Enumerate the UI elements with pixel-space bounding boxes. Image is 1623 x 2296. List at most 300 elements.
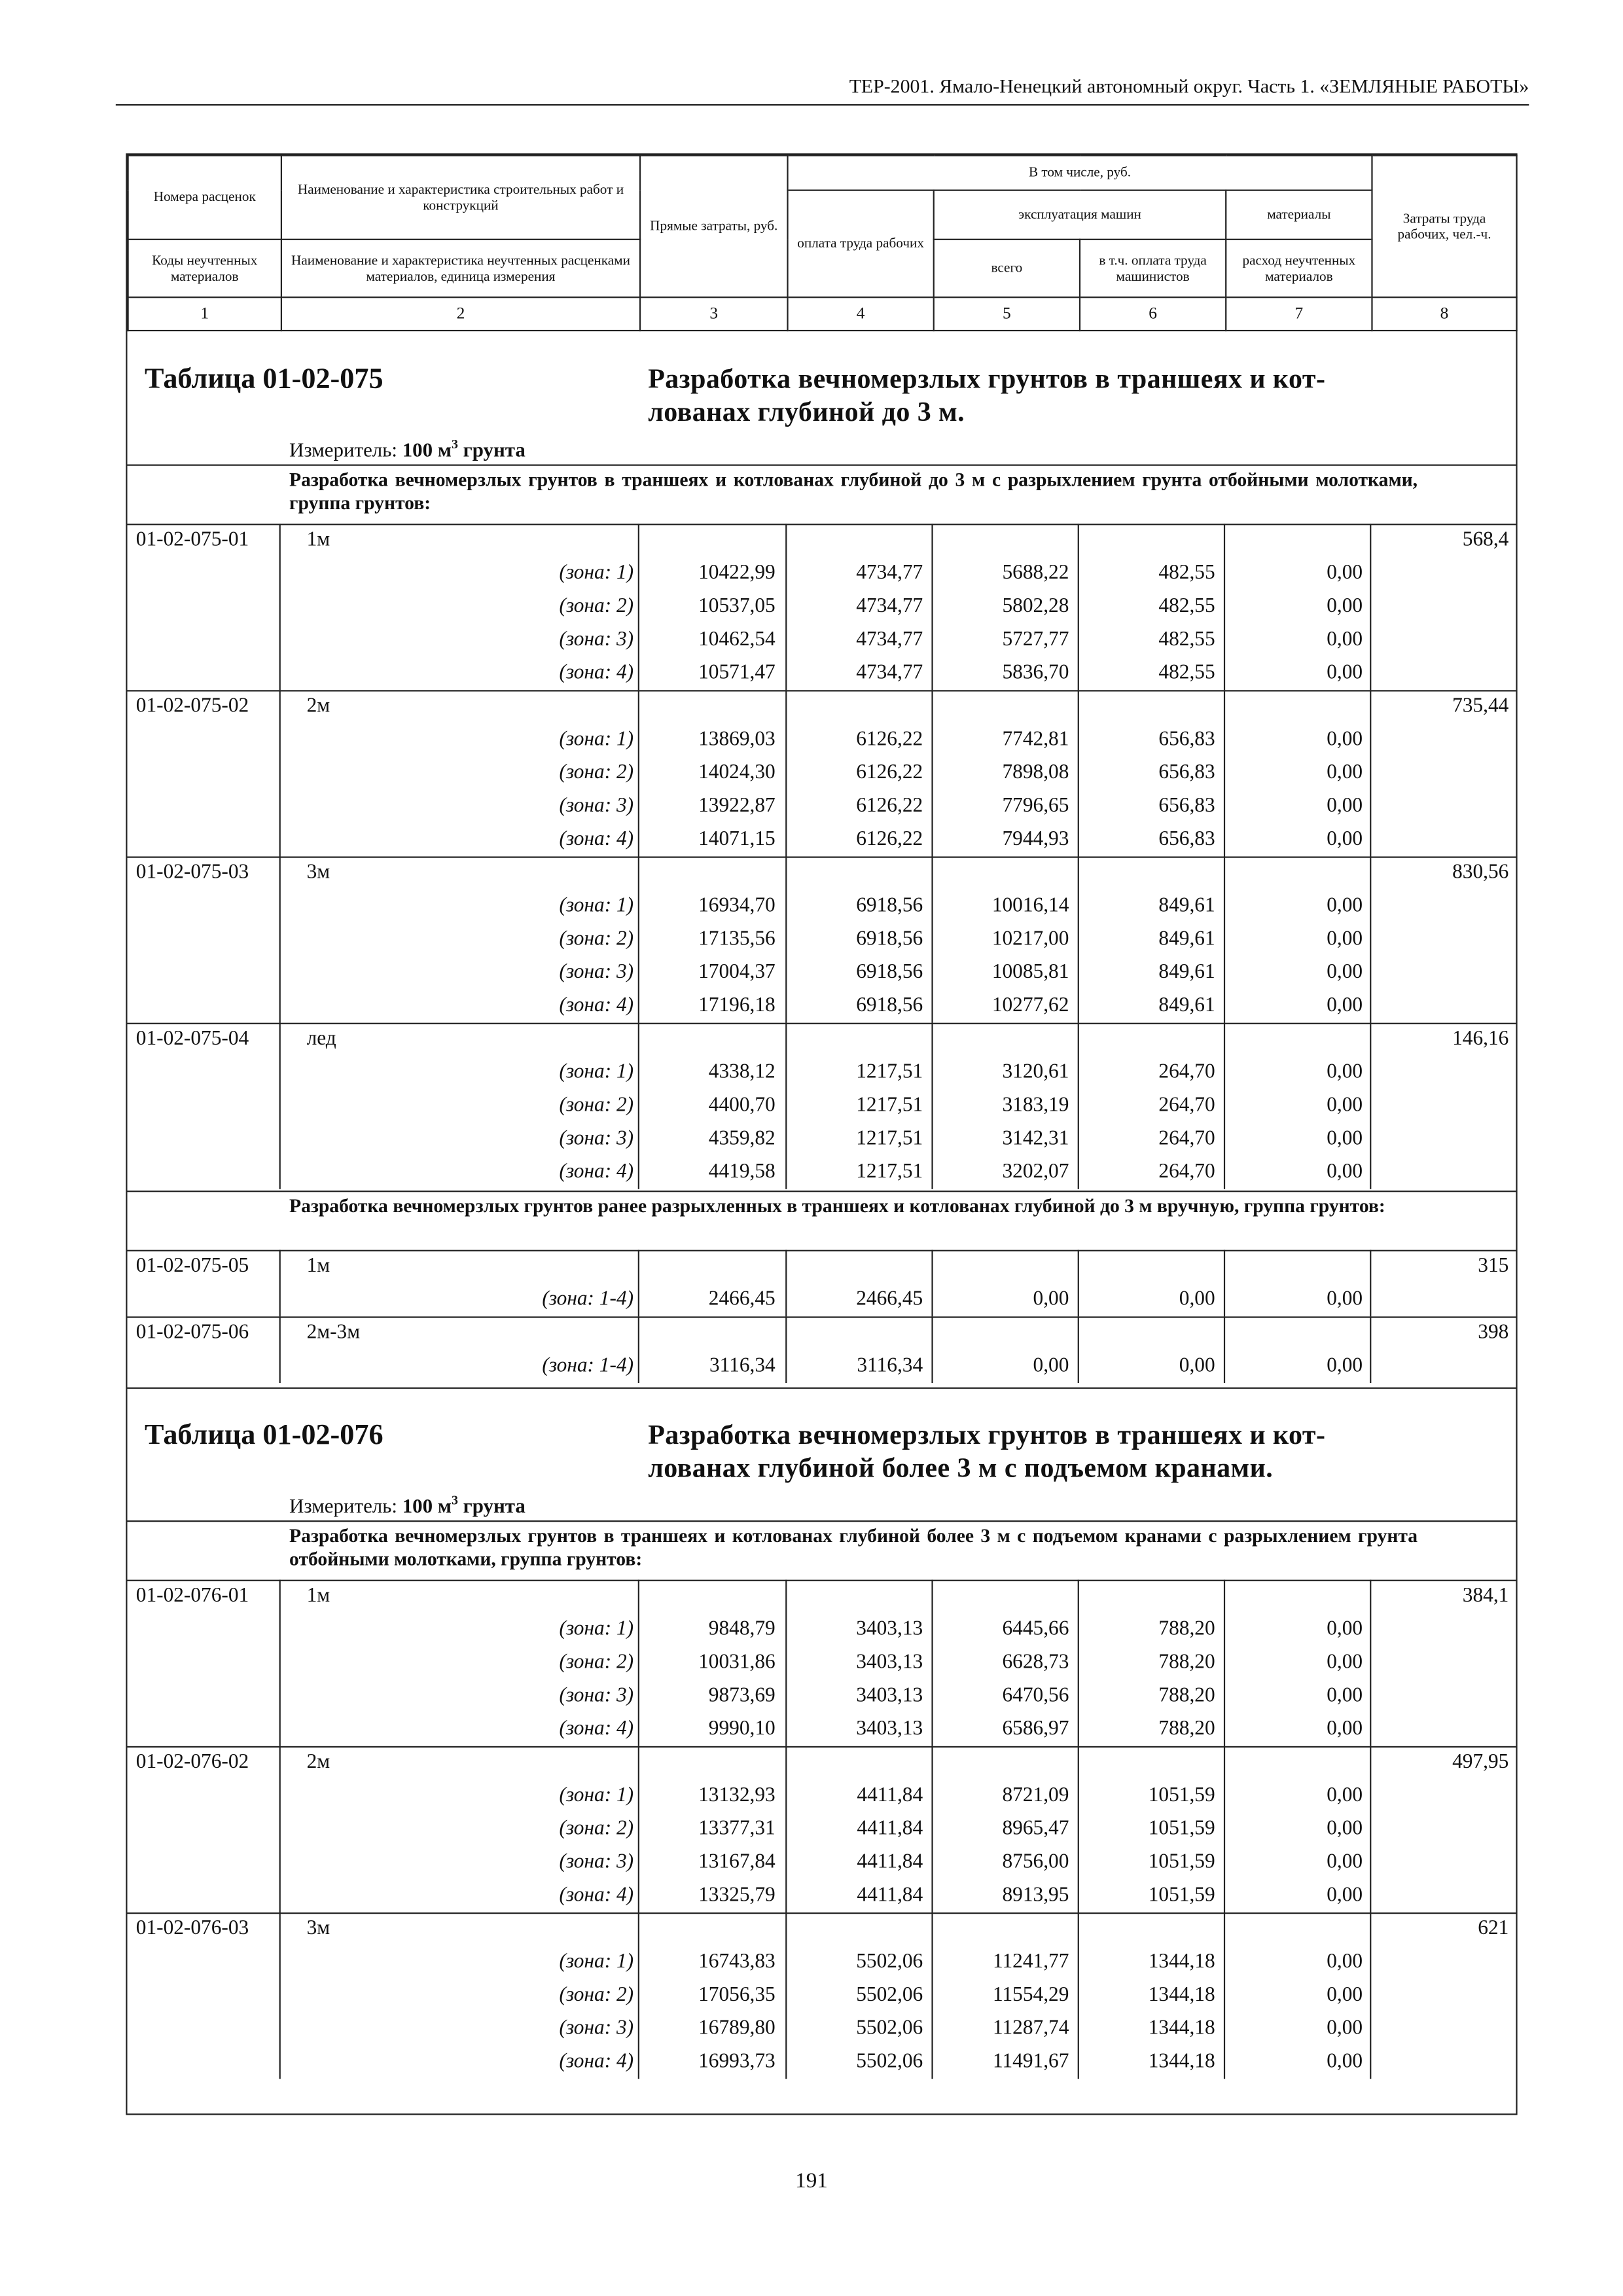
machine-cost: 3120,61 bbox=[1002, 1060, 1069, 1084]
measure-rest: грунта bbox=[457, 1496, 526, 1519]
measure-value: 100 м bbox=[402, 440, 452, 463]
material-cost: 0,00 bbox=[1327, 1717, 1363, 1740]
direct-cost: 9873,69 bbox=[708, 1683, 776, 1708]
labor-cost: 146,16 bbox=[1452, 1027, 1509, 1050]
material-cost: 0,00 bbox=[1327, 1883, 1363, 1907]
measure-exponent: 3 bbox=[451, 1493, 458, 1508]
zone-label: (зона: 2) bbox=[559, 927, 634, 951]
column-divider bbox=[931, 1316, 933, 1383]
column-divider bbox=[1224, 1316, 1225, 1383]
worker-wage: 3403,13 bbox=[856, 1650, 923, 1674]
column-divider bbox=[785, 1912, 787, 2079]
column-number: 1 bbox=[128, 297, 281, 331]
worker-wage: 5502,06 bbox=[856, 1950, 923, 1973]
labor-cost: 568,4 bbox=[1462, 528, 1509, 552]
material-cost: 0,00 bbox=[1327, 1126, 1363, 1151]
direct-cost: 4400,70 bbox=[708, 1093, 776, 1117]
machine-cost: 5688,22 bbox=[1002, 561, 1069, 584]
column-divider bbox=[1370, 1250, 1371, 1317]
material-cost: 0,00 bbox=[1327, 927, 1363, 951]
row-divider bbox=[128, 1520, 1516, 1522]
worker-wage: 6126,22 bbox=[856, 827, 923, 851]
column-divider bbox=[931, 1746, 933, 1912]
direct-cost: 17056,35 bbox=[698, 1983, 776, 2007]
column-divider bbox=[931, 1250, 933, 1317]
column-divider bbox=[785, 1250, 787, 1317]
header-work-name: Наименование и характеристика строительных работ и конструкций bbox=[281, 156, 640, 240]
labor-cost: 735,44 bbox=[1452, 694, 1509, 718]
machinist-wage: 849,61 bbox=[1158, 994, 1215, 1017]
machinist-wage: 0,00 bbox=[1179, 1354, 1215, 1378]
column-divider bbox=[1078, 1250, 1079, 1317]
material-cost: 0,00 bbox=[1327, 794, 1363, 817]
column-divider bbox=[1370, 524, 1371, 690]
column-divider bbox=[785, 1023, 787, 1189]
column-divider bbox=[1224, 524, 1225, 690]
machinist-wage: 482,55 bbox=[1158, 594, 1215, 618]
column-number: 4 bbox=[788, 297, 934, 331]
worker-wage: 6126,22 bbox=[856, 761, 923, 784]
machinist-wage: 1344,18 bbox=[1148, 2017, 1215, 2040]
machinist-wage: 788,20 bbox=[1158, 1650, 1215, 1674]
column-divider bbox=[1078, 1023, 1079, 1189]
machinist-wage: 788,20 bbox=[1158, 1683, 1215, 1708]
zone-label: (зона: 1) bbox=[559, 1784, 634, 1807]
column-divider bbox=[1370, 690, 1371, 856]
machine-cost: 6470,56 bbox=[1002, 1683, 1069, 1708]
zone-label: (зона: 3) bbox=[559, 2017, 634, 2040]
column-divider bbox=[931, 856, 933, 1022]
rate-code: 01-02-075-04 bbox=[135, 1027, 249, 1050]
machine-cost: 11241,77 bbox=[992, 1950, 1069, 1973]
zone-label: (зона: 3) bbox=[559, 794, 634, 817]
rate-name: 1м bbox=[306, 1584, 330, 1607]
material-cost: 0,00 bbox=[1327, 1617, 1363, 1641]
worker-wage: 4411,84 bbox=[857, 1817, 923, 1840]
zone-label: (зона: 4) bbox=[559, 661, 634, 685]
worker-wage: 4411,84 bbox=[857, 1784, 923, 1807]
labor-cost: 398 bbox=[1478, 1321, 1509, 1344]
column-number: 6 bbox=[1080, 297, 1226, 331]
machine-cost: 10277,62 bbox=[991, 994, 1069, 1017]
rate-code: 01-02-076-03 bbox=[135, 1916, 249, 1941]
column-divider bbox=[931, 690, 933, 856]
section-title: Разработка вечномерзлых грунтов ранее разрыхленных в траншеях и котлованах глубиной до 3 м вручную, группа грунтов: bbox=[289, 1194, 1385, 1217]
zone-label: (зона: 3) bbox=[559, 1683, 634, 1708]
machine-cost: 11554,29 bbox=[992, 1983, 1069, 2007]
machine-cost: 7944,93 bbox=[1002, 827, 1069, 851]
direct-cost: 4359,82 bbox=[708, 1126, 776, 1151]
header-material-codes: Коды неучтенных материалов bbox=[128, 240, 281, 297]
column-divider bbox=[931, 1580, 933, 1746]
column-divider bbox=[638, 1250, 639, 1317]
zone-label: (зона: 3) bbox=[559, 628, 634, 651]
machinist-wage: 1344,18 bbox=[1148, 2049, 1215, 2073]
table-title-line: лованах глубиной до 3 м. bbox=[648, 397, 965, 429]
column-number: 8 bbox=[1372, 297, 1517, 331]
row-divider bbox=[128, 1388, 1516, 1389]
zone-label: (зона: 1-4) bbox=[542, 1287, 634, 1311]
machine-cost: 11287,74 bbox=[992, 2017, 1069, 2040]
measure-value: 100 м bbox=[402, 1496, 452, 1519]
column-divider bbox=[279, 1912, 281, 2079]
rate-code: 01-02-075-03 bbox=[135, 861, 249, 884]
zone-label: (зона: 2) bbox=[559, 1093, 634, 1117]
column-divider bbox=[638, 690, 639, 856]
direct-cost: 13377,31 bbox=[698, 1817, 776, 1840]
machine-cost: 3183,19 bbox=[1002, 1093, 1069, 1117]
direct-cost: 4338,12 bbox=[708, 1060, 776, 1084]
column-number: 7 bbox=[1226, 297, 1372, 331]
material-cost: 0,00 bbox=[1327, 994, 1363, 1017]
machinist-wage: 264,70 bbox=[1158, 1093, 1215, 1117]
direct-cost: 13325,79 bbox=[698, 1883, 776, 1907]
header-machines-total: всего bbox=[934, 240, 1080, 297]
header-rate-numbers: Номера расценок bbox=[128, 156, 281, 240]
machine-cost: 3202,07 bbox=[1002, 1160, 1069, 1184]
column-divider bbox=[785, 1580, 787, 1746]
zone-label: (зона: 2) bbox=[559, 761, 634, 784]
worker-wage: 1217,51 bbox=[856, 1126, 923, 1151]
worker-wage: 4411,84 bbox=[857, 1850, 923, 1874]
machine-cost: 0,00 bbox=[1033, 1354, 1069, 1378]
column-divider bbox=[1224, 1746, 1225, 1912]
direct-cost: 16743,83 bbox=[698, 1950, 776, 1973]
machinist-wage: 1344,18 bbox=[1148, 1950, 1215, 1973]
direct-cost: 13869,03 bbox=[698, 727, 776, 751]
table-number: Таблица 01-02-075 bbox=[145, 363, 383, 395]
direct-cost: 16993,73 bbox=[698, 2049, 776, 2073]
direct-cost: 17135,56 bbox=[698, 927, 776, 951]
material-cost: 0,00 bbox=[1327, 827, 1363, 851]
zone-label: (зона: 2) bbox=[559, 1983, 634, 2007]
rate-code: 01-02-075-01 bbox=[135, 528, 249, 552]
material-cost: 0,00 bbox=[1327, 2049, 1363, 2073]
worker-wage: 5502,06 bbox=[856, 2049, 923, 2073]
machine-cost: 10217,00 bbox=[991, 927, 1069, 951]
column-divider bbox=[1224, 690, 1225, 856]
material-cost: 0,00 bbox=[1327, 1650, 1363, 1674]
rate-code: 01-02-075-06 bbox=[135, 1321, 249, 1344]
rate-code: 01-02-075-05 bbox=[135, 1254, 249, 1278]
material-cost: 0,00 bbox=[1327, 1093, 1363, 1117]
column-divider bbox=[279, 524, 281, 690]
column-divider bbox=[1224, 856, 1225, 1022]
worker-wage: 6918,56 bbox=[856, 893, 923, 918]
column-divider bbox=[1370, 856, 1371, 1022]
machine-cost: 5836,70 bbox=[1002, 661, 1069, 685]
worker-wage: 5502,06 bbox=[856, 1983, 923, 2007]
machinist-wage: 264,70 bbox=[1158, 1126, 1215, 1151]
machine-cost: 3142,31 bbox=[1002, 1126, 1069, 1151]
worker-wage: 6126,22 bbox=[856, 727, 923, 751]
machinist-wage: 1344,18 bbox=[1148, 1983, 1215, 2007]
machinist-wage: 0,00 bbox=[1179, 1287, 1215, 1311]
direct-cost: 13167,84 bbox=[698, 1850, 776, 1874]
measure-exponent: 3 bbox=[451, 437, 458, 452]
zone-label: (зона: 2) bbox=[559, 1650, 634, 1674]
header-direct-costs: Прямые затраты, руб. bbox=[640, 156, 787, 298]
row-divider bbox=[128, 1316, 1516, 1318]
worker-wage: 6918,56 bbox=[856, 960, 923, 984]
rate-name: лед bbox=[306, 1027, 336, 1050]
zone-label: (зона: 4) bbox=[559, 1883, 634, 1907]
column-divider bbox=[1370, 1023, 1371, 1189]
column-divider bbox=[1224, 1023, 1225, 1189]
worker-wage: 3116,34 bbox=[857, 1354, 923, 1378]
zone-label: (зона: 4) bbox=[559, 1717, 634, 1740]
direct-cost: 4419,58 bbox=[708, 1160, 776, 1184]
zone-label: (зона: 1) bbox=[559, 893, 634, 918]
table-number: Таблица 01-02-076 bbox=[145, 1419, 383, 1451]
header-machinist-wages: в т.ч. оплата труда машинистов bbox=[1080, 240, 1226, 297]
zone-label: (зона: 3) bbox=[559, 960, 634, 984]
row-divider bbox=[128, 1023, 1516, 1024]
machine-cost: 8721,09 bbox=[1002, 1784, 1069, 1807]
worker-wage: 4411,84 bbox=[857, 1883, 923, 1907]
rate-code: 01-02-075-02 bbox=[135, 694, 249, 718]
column-divider bbox=[785, 1316, 787, 1383]
material-cost: 0,00 bbox=[1327, 1060, 1363, 1084]
material-cost: 0,00 bbox=[1327, 1950, 1363, 1973]
column-divider bbox=[1370, 1316, 1371, 1383]
column-divider bbox=[279, 1250, 281, 1317]
machinist-wage: 482,55 bbox=[1158, 561, 1215, 584]
worker-wage: 6918,56 bbox=[856, 927, 923, 951]
page-number: 191 bbox=[795, 2170, 828, 2193]
rate-name: 2м bbox=[306, 694, 330, 718]
direct-cost: 10031,86 bbox=[698, 1650, 776, 1674]
material-cost: 0,00 bbox=[1327, 1160, 1363, 1184]
machine-cost: 8756,00 bbox=[1002, 1850, 1069, 1874]
zone-label: (зона: 4) bbox=[559, 994, 634, 1017]
column-divider bbox=[279, 856, 281, 1022]
direct-cost: 13132,93 bbox=[698, 1784, 776, 1807]
column-divider bbox=[279, 1746, 281, 1912]
machinist-wage: 482,55 bbox=[1158, 628, 1215, 651]
direct-cost: 13922,87 bbox=[698, 794, 776, 817]
material-cost: 0,00 bbox=[1327, 1287, 1363, 1311]
column-divider bbox=[1078, 1316, 1079, 1383]
worker-wage: 4734,77 bbox=[856, 661, 923, 685]
column-divider bbox=[1370, 1912, 1371, 2079]
worker-wage: 5502,06 bbox=[856, 2017, 923, 2040]
row-divider bbox=[128, 1250, 1516, 1251]
measure-label: Измеритель: bbox=[289, 440, 402, 463]
measure-unit bbox=[289, 1488, 526, 1520]
labor-cost: 315 bbox=[1478, 1254, 1509, 1278]
machinist-wage: 656,83 bbox=[1158, 794, 1215, 817]
direct-cost: 10537,05 bbox=[698, 594, 776, 618]
machinist-wage: 849,61 bbox=[1158, 927, 1215, 951]
machinist-wage: 849,61 bbox=[1158, 960, 1215, 984]
column-divider bbox=[1224, 1580, 1225, 1746]
column-divider bbox=[931, 1912, 933, 2079]
rate-name: 3м bbox=[306, 861, 330, 884]
direct-cost: 14071,15 bbox=[698, 827, 776, 851]
header-materials: материалы bbox=[1226, 190, 1372, 240]
column-divider bbox=[279, 1580, 281, 1746]
machine-cost: 7796,65 bbox=[1002, 794, 1069, 817]
zone-label: (зона: 2) bbox=[559, 1817, 634, 1840]
machinist-wage: 656,83 bbox=[1158, 761, 1215, 784]
worker-wage: 6126,22 bbox=[856, 794, 923, 817]
row-divider bbox=[128, 1580, 1516, 1581]
measure-label: Измеритель: bbox=[289, 1496, 402, 1519]
column-divider bbox=[1078, 690, 1079, 856]
worker-wage: 4734,77 bbox=[856, 561, 923, 584]
machinist-wage: 1051,59 bbox=[1148, 1817, 1215, 1840]
material-cost: 0,00 bbox=[1327, 661, 1363, 685]
machinist-wage: 1051,59 bbox=[1148, 1784, 1215, 1807]
direct-cost: 10422,99 bbox=[698, 561, 776, 584]
column-divider bbox=[1224, 1250, 1225, 1317]
section-title: Разработка вечномерзлых грунтов в траншеях и котлованах глубиной более 3 м с подъемом кранами с разрыхлением грунта отбойными молотками, группа грунтов: bbox=[289, 1524, 1418, 1570]
material-cost: 0,00 bbox=[1327, 1850, 1363, 1874]
measure-unit bbox=[289, 433, 526, 464]
direct-cost: 3116,34 bbox=[709, 1354, 776, 1378]
direct-cost: 17196,18 bbox=[698, 994, 776, 1017]
zone-label: (зона: 4) bbox=[559, 827, 634, 851]
column-divider bbox=[1370, 1580, 1371, 1746]
header-machines: эксплуатация машин bbox=[934, 190, 1226, 240]
rate-code: 01-02-076-01 bbox=[135, 1584, 249, 1607]
worker-wage: 3403,13 bbox=[856, 1683, 923, 1708]
material-cost: 0,00 bbox=[1327, 761, 1363, 784]
zone-label: (зона: 1) bbox=[559, 1617, 634, 1641]
worker-wage: 2466,45 bbox=[856, 1287, 923, 1311]
rate-name: 1м bbox=[306, 1254, 330, 1278]
material-cost: 0,00 bbox=[1327, 1784, 1363, 1807]
row-divider bbox=[128, 1191, 1516, 1192]
column-divider bbox=[638, 1580, 639, 1746]
direct-cost: 16789,80 bbox=[698, 2017, 776, 2040]
column-divider bbox=[638, 856, 639, 1022]
material-cost: 0,00 bbox=[1327, 893, 1363, 918]
machinist-wage: 788,20 bbox=[1158, 1617, 1215, 1641]
worker-wage: 3403,13 bbox=[856, 1617, 923, 1641]
header-including: В том числе, руб. bbox=[788, 156, 1372, 190]
column-divider bbox=[1370, 1746, 1371, 1912]
material-cost: 0,00 bbox=[1327, 628, 1363, 651]
material-cost: 0,00 bbox=[1327, 561, 1363, 584]
section-title: Разработка вечномерзлых грунтов в траншеях и котлованах глубиной до 3 м с разрыхлением грунта отбойными молотками, группа грунтов: bbox=[289, 469, 1418, 514]
direct-cost: 9990,10 bbox=[708, 1717, 776, 1740]
column-divider bbox=[638, 524, 639, 690]
zone-label: (зона: 1) bbox=[559, 561, 634, 584]
rate-name: 2м-3м bbox=[306, 1321, 361, 1344]
material-cost: 0,00 bbox=[1327, 1354, 1363, 1378]
zone-label: (зона: 1-4) bbox=[542, 1354, 634, 1378]
column-divider bbox=[785, 856, 787, 1022]
column-number: 5 bbox=[934, 297, 1080, 331]
column-divider bbox=[785, 524, 787, 690]
machinist-wage: 264,70 bbox=[1158, 1060, 1215, 1084]
worker-wage: 3403,13 bbox=[856, 1717, 923, 1740]
direct-cost: 10571,47 bbox=[698, 661, 776, 685]
column-divider bbox=[785, 690, 787, 856]
table-header bbox=[128, 155, 1518, 332]
column-divider bbox=[931, 524, 933, 690]
column-divider bbox=[931, 1023, 933, 1189]
column-divider bbox=[638, 1023, 639, 1189]
material-cost: 0,00 bbox=[1327, 960, 1363, 984]
machinist-wage: 849,61 bbox=[1158, 893, 1215, 918]
column-divider bbox=[1078, 1746, 1079, 1912]
machine-cost: 7742,81 bbox=[1002, 727, 1069, 751]
table-title-line: лованах глубиной более 3 м с подъемом кранами. bbox=[648, 1454, 1274, 1484]
price-table bbox=[126, 153, 1517, 2115]
machine-cost: 6628,73 bbox=[1002, 1650, 1069, 1674]
table-title-line: Разработка вечномерзлых грунтов в траншеях и кот- bbox=[648, 364, 1326, 395]
table-body bbox=[128, 331, 1516, 2104]
zone-label: (зона: 1) bbox=[559, 1060, 634, 1084]
row-divider bbox=[128, 690, 1516, 691]
machinist-wage: 656,83 bbox=[1158, 827, 1215, 851]
labor-cost: 830,56 bbox=[1452, 861, 1509, 884]
machine-cost: 10085,81 bbox=[991, 960, 1069, 984]
rate-code: 01-02-076-02 bbox=[135, 1750, 249, 1774]
column-divider bbox=[785, 1746, 787, 1912]
machinist-wage: 1051,59 bbox=[1148, 1883, 1215, 1907]
column-divider bbox=[1078, 1580, 1079, 1746]
machinist-wage: 656,83 bbox=[1158, 727, 1215, 751]
measure-rest: грунта bbox=[457, 440, 526, 463]
machinist-wage: 264,70 bbox=[1158, 1160, 1215, 1184]
labor-cost: 497,95 bbox=[1452, 1750, 1509, 1774]
material-cost: 0,00 bbox=[1327, 1983, 1363, 2007]
machine-cost: 11491,67 bbox=[992, 2049, 1069, 2073]
labor-cost: 384,1 bbox=[1462, 1584, 1509, 1607]
rate-name: 3м bbox=[306, 1916, 330, 1941]
row-divider bbox=[128, 465, 1516, 466]
worker-wage: 6918,56 bbox=[856, 994, 923, 1017]
column-divider bbox=[638, 1316, 639, 1383]
zone-label: (зона: 4) bbox=[559, 2049, 634, 2073]
header-worker-wages: оплата труда рабочих bbox=[788, 190, 934, 298]
machinist-wage: 482,55 bbox=[1158, 661, 1215, 685]
column-divider bbox=[279, 690, 281, 856]
worker-wage: 1217,51 bbox=[856, 1060, 923, 1084]
machine-cost: 7898,08 bbox=[1002, 761, 1069, 784]
worker-wage: 1217,51 bbox=[856, 1093, 923, 1117]
zone-label: (зона: 2) bbox=[559, 594, 634, 618]
worker-wage: 4734,77 bbox=[856, 628, 923, 651]
material-cost: 0,00 bbox=[1327, 2017, 1363, 2040]
running-head: ТЕР-2001. Ямало-Ненецкий автономный округ. Часть 1. «ЗЕМЛЯНЫЕ РАБОТЫ» bbox=[849, 75, 1529, 98]
direct-cost: 14024,30 bbox=[698, 761, 776, 784]
row-divider bbox=[128, 524, 1516, 525]
direct-cost: 9848,79 bbox=[708, 1617, 776, 1641]
material-cost: 0,00 bbox=[1327, 1683, 1363, 1708]
labor-cost: 621 bbox=[1478, 1916, 1509, 1941]
machinist-wage: 788,20 bbox=[1158, 1717, 1215, 1740]
row-divider bbox=[128, 856, 1516, 857]
material-cost: 0,00 bbox=[1327, 727, 1363, 751]
machine-cost: 5802,28 bbox=[1002, 594, 1069, 618]
machine-cost: 0,00 bbox=[1033, 1287, 1069, 1311]
machine-cost: 6445,66 bbox=[1002, 1617, 1069, 1641]
header-rule bbox=[116, 104, 1529, 105]
row-divider bbox=[128, 1912, 1516, 1914]
zone-label: (зона: 3) bbox=[559, 1850, 634, 1874]
column-number: 3 bbox=[640, 297, 787, 331]
column-divider bbox=[638, 1912, 639, 2079]
worker-wage: 4734,77 bbox=[856, 594, 923, 618]
rate-name: 2м bbox=[306, 1750, 330, 1774]
direct-cost: 16934,70 bbox=[698, 893, 776, 918]
zone-label: (зона: 1) bbox=[559, 727, 634, 751]
